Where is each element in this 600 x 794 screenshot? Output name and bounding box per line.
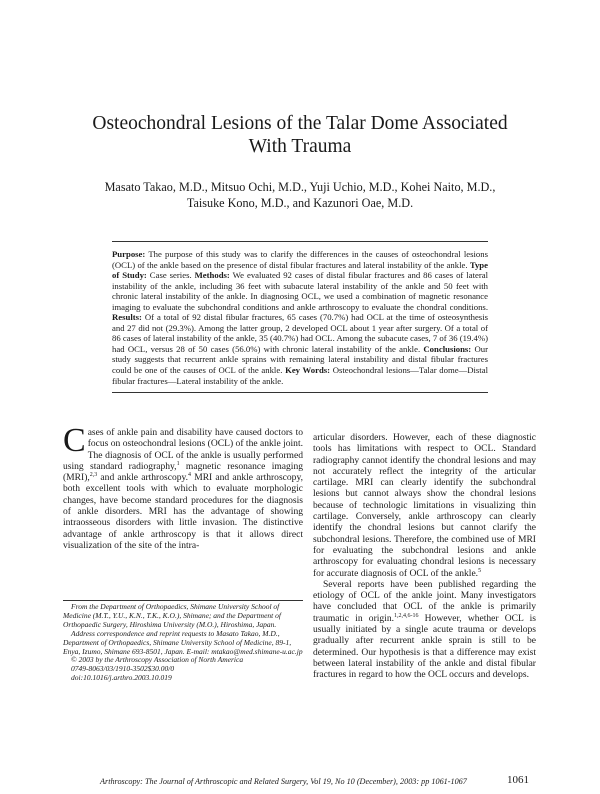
citation-ref: 1,2,4,6-16 bbox=[394, 612, 419, 619]
methods-label: Methods: bbox=[194, 270, 230, 281]
intro-paragraph-1-continued bbox=[313, 432, 536, 579]
footnote-rule bbox=[63, 600, 303, 601]
title-line-2: With Trauma bbox=[248, 136, 352, 157]
paragraph-2-text-a: Several reports have been published regarding the etiology of OCL of the ankle joint. Many investigators have concluded that OCL of the ankle is primarily traumatic in origin. bbox=[313, 578, 536, 624]
abstract-bottom-rule bbox=[112, 392, 488, 393]
author-list bbox=[80, 180, 520, 211]
footnotes bbox=[63, 603, 303, 683]
citation-ref: 4 bbox=[188, 472, 192, 479]
intro-text-d: MRI and ankle arthroscopy, both excellent tools with which to evaluate morphologic changes, have become standard procedures for the diagnosis of ankle disorders. MRI has the advantage of showing intraosseous disorders with little invasion. The distinctive advantage of ankle arthroscopy is that it allows direct visualization of the site of the intra- bbox=[63, 472, 303, 551]
drop-cap: C bbox=[63, 422, 86, 459]
results-label: Results: bbox=[112, 312, 142, 323]
intro-paragraph-1 bbox=[63, 422, 303, 551]
authors-line-2: Taisuke Kono, M.D., and Kazunori Oae, M.D. bbox=[186, 195, 414, 210]
copyright-note: © 2003 by the Arthroscopy Association of North America bbox=[71, 655, 244, 665]
intro-text-b: magnetic resonance imaging (MRI), bbox=[63, 460, 303, 484]
purpose-label: Purpose: bbox=[112, 249, 146, 259]
left-column bbox=[63, 422, 303, 551]
citation-ref: 2,3 bbox=[89, 472, 98, 479]
issn-note: 0749-8063/03/1910-3502$30.00/0 bbox=[71, 664, 175, 674]
keywords-label: Key Words: bbox=[285, 365, 331, 376]
page-number: 1061 bbox=[507, 774, 529, 786]
continued-text: articular disorders. However, each of these diagnostic tools has limitations with respect to OCL. Standard radiography cannot identify the chondral lesions and may not accurately reflect the integrity of the articular cartilage. MRI can clearly identify the subchondral lesions but cannot always show the chondral lesions because of technologic limitations in visualizing thin cartilage. Conversely, ankle arthroscopy can clearly identify the chondral lesions but cannot clarify the subchondral lesions. Therefore, the combined use of MRI for evaluating the subchondral lesions and ankle arthroscopy for evaluating chondral lesions is necessary for accurate diagnosis of OCL of the ankle. bbox=[313, 432, 536, 579]
intro-paragraph-2 bbox=[313, 579, 536, 681]
paragraph-2-text-b: However, whether OCL is usually initiated by a single acute trauma or develops gradually after recurrent ankle sprain is still to be determined. Our hypothesis is that a difference may exist between lateral instability of the ankle and distal fibular fractures in regard to how the OCL occurs and develops. bbox=[313, 612, 536, 681]
keywords-text: Osteochondral lesions—Talar dome—Distal fibular fractures—Lateral instability of the ankle. bbox=[112, 365, 488, 386]
conclusions-label: Conclusions: bbox=[423, 343, 472, 354]
abstract-top-rule bbox=[112, 241, 488, 242]
citation-ref: 5 bbox=[478, 567, 482, 574]
abstract bbox=[112, 249, 488, 386]
type-of-study-text: Case series. bbox=[146, 270, 195, 281]
type-of-study-label: Type of Study: bbox=[112, 259, 488, 281]
purpose-text: The purpose of this study was to clarify the differences in the causes of osteochondral lesions (OCL) of the ankle based on the presence of distal fibular fractures and lateral instability of the ankle. bbox=[112, 249, 488, 270]
authors-line-1: Masato Takao, M.D., Mitsuo Ochi, M.D., Yuji Uchio, M.D., Kohei Naito, M.D., bbox=[104, 180, 496, 194]
right-column bbox=[313, 432, 536, 681]
journal-footer: Arthroscopy: The Journal of Arthroscopic and Related Surgery, Vol 19, No 10 (December), 2003: pp 1061-1067 bbox=[100, 777, 467, 786]
affiliation-note: From the Department of Orthopaedics, Shimane University School of Medicine (M.T., Y.U., K.N., T.K., K.O.), Shimane; and the Department of Orthopaedic Surgery, Hiroshima University (M.O.), Hiroshima, Japan. bbox=[63, 602, 281, 629]
methods-text: We evaluated 92 cases of distal fibular fractures and 86 cases of lateral instability of the ankle, including 36 feet with subacute lateral instability of the ankle and 50 feet with chronic lateral instability of the ankle. In diagnosing OCL, we used a combination of magnetic resonance imaging to evaluate the subchondral conditions and ankle arthroscopy to evaluate the chondral conditions. bbox=[112, 270, 488, 312]
results-text: Of a total of 92 distal fibular fractures, 65 cases (70.7%) had OCL at the time of osteosynthesis and 27 did not (29.3%). Among the latter group, 2 developed OCL about 1 year after surgery. Of a total of 86 cases of lateral instability of the ankle, 35 (40.7%) had OCL. Among the subacute cases, 7 of 36 (19.4%) had OCL, versus 28 of 50 cases (56.0%) with chronic lateral instability of the ankle. bbox=[112, 312, 488, 354]
title-line-1: Osteochondral Lesions of the Talar Dome Associated bbox=[92, 113, 508, 134]
correspondence-note: Address correspondence and reprint requests to Masato Takao, M.D., Department of Orthopaedics, Shimane University School of Medicine, 89-1, Enya, Izumo, Shimane 693-8501, Japan. E-mail: mtakao@med.shimane-u.ac.jp bbox=[63, 628, 303, 656]
citation-ref: 1 bbox=[176, 460, 180, 467]
intro-text-a: ases of ankle pain and disability have caused doctors to focus on osteochondral lesions (OCL) of the ankle joint. The diagnosis of OCL of the ankle is usually performed using standard radiography, bbox=[63, 427, 303, 472]
conclusions-text: Our study suggests that recurrent ankle sprains with remaining lateral instability and distal fibular fractures could be one of the causes of OCL of the ankle. bbox=[112, 343, 488, 376]
article-title bbox=[60, 112, 540, 158]
intro-text-c: and ankle arthroscopy. bbox=[97, 472, 189, 484]
doi-note: doi:10.1016/j.arthro.2003.10.019 bbox=[71, 673, 172, 683]
